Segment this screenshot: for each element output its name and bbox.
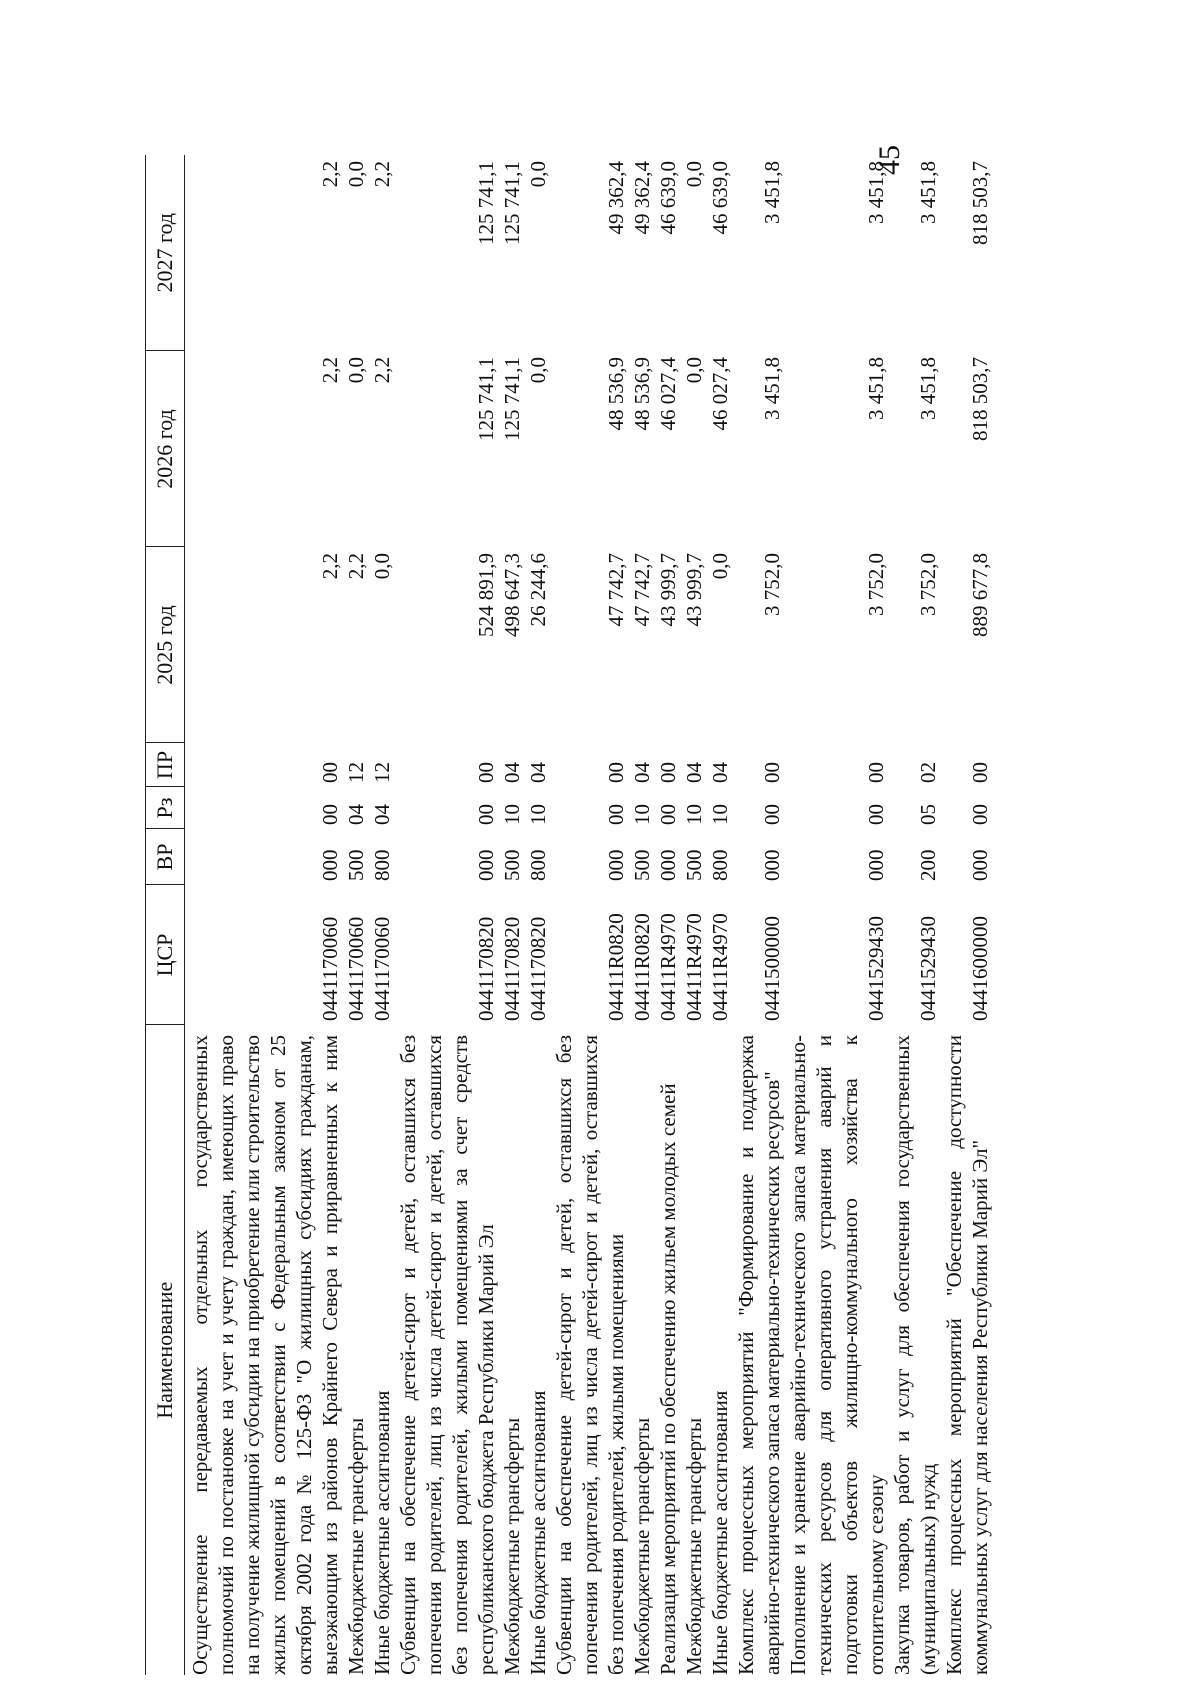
row-csr: 0441170060 [370,916,394,1021]
row-vr-cell [499,829,525,885]
column-header-2025: 2025 год [146,547,185,743]
row-value-2027-cell [733,155,785,351]
row-value-2026: 3 451,8 [760,357,784,420]
row-value-2025-cell [707,547,733,743]
table-row [551,155,629,1675]
row-csr-cell [655,885,681,1025]
row-vr-cell [941,829,993,885]
row-name-cell [785,1025,889,1675]
row-csr-cell [707,885,733,1025]
row-csr: 0441500000 [760,916,784,1021]
row-rz: 10 [526,804,550,825]
row-vr: 000 [474,849,498,881]
row-rz: 00 [318,804,342,825]
row-value-2025: 3 752,0 [916,553,940,616]
row-value-2026-cell [655,351,681,547]
row-name-cell [499,1025,525,1675]
row-vr: 500 [344,849,368,881]
column-header-rz: Рз [146,787,185,829]
row-rz: 10 [630,804,654,825]
row-value-2026-cell [707,351,733,547]
row-csr-cell [629,885,655,1025]
row-name-cell [681,1025,707,1675]
row-pr-cell [395,743,499,787]
row-pr: 00 [474,762,498,783]
table-row [733,155,785,1675]
row-value-2027-cell [551,155,629,351]
table-header-row [146,155,185,1675]
row-rz: 00 [604,804,628,825]
row-rz-cell [395,787,499,829]
row-rz: 10 [682,804,706,825]
row-rz-cell [733,787,785,829]
row-value-2025-cell [733,547,785,743]
row-vr: 500 [630,849,654,881]
row-rz: 04 [344,804,368,825]
row-name: Комплекс процессных мероприятий "Формирование и поддержка аварийно-технического запаса материально-технических ресурсов" [734,1035,784,1675]
row-value-2025: 43 999,7 [656,553,680,627]
row-value-2026: 46 027,4 [708,357,732,431]
page-number: 45 [873,145,906,175]
table-row [941,155,993,1675]
row-vr: 500 [500,849,524,881]
row-value-2025-cell [655,547,681,743]
row-value-2027-cell [395,155,499,351]
row-rz-cell [343,787,369,829]
row-name-cell [629,1025,655,1675]
row-vr-cell [733,829,785,885]
row-value-2026-cell [395,351,499,547]
row-name: Субвенции на обеспечение детей-сирот и детей, оставшихся без попечения родителей, лиц из числа детей-сирот и детей, оставшихся без попечения родителей, жилыми помещениями за счет средств республиканского бюджета Республики Марий Эл [396,1035,498,1675]
row-rz-cell [889,787,941,829]
row-value-2027: 2,2 [318,161,342,188]
row-rz-cell [525,787,551,829]
row-value-2027: 3 451,8 [916,161,940,224]
row-pr-cell [185,743,344,787]
row-value-2025: 43 999,7 [682,553,706,627]
row-rz-cell [707,787,733,829]
row-csr-cell [525,885,551,1025]
row-vr: 500 [682,849,706,881]
row-rz: 05 [916,804,940,825]
column-header-2026: 2026 год [146,351,185,547]
row-rz-cell [551,787,629,829]
row-pr-cell [681,743,707,787]
row-name-cell [941,1025,993,1675]
row-rz: 00 [760,804,784,825]
row-pr-cell [629,743,655,787]
row-value-2026: 48 536,9 [604,357,628,431]
row-csr-cell [499,885,525,1025]
column-header-pr: ПР [146,743,185,787]
row-rz-cell [941,787,993,829]
row-value-2026-cell [941,351,993,547]
row-name: Реализация мероприятий по обеспечению жильем молодых семей [656,1083,680,1675]
row-csr-cell [395,885,499,1025]
row-value-2027-cell [343,155,369,351]
row-pr-cell [551,743,629,787]
row-value-2027-cell [499,155,525,351]
row-csr: 04411R4970 [656,913,680,1021]
row-name: Комплекс процессных мероприятий "Обеспечение доступности коммунальных услуг для населения Республики Марий Эл" [942,1035,992,1675]
row-rz: 00 [474,804,498,825]
row-value-2025-cell [941,547,993,743]
row-name-cell [343,1025,369,1675]
row-value-2025: 889 677,8 [968,553,992,637]
row-rz: 00 [968,804,992,825]
row-value-2027-cell [941,155,993,351]
column-header-name: Наименование [146,1025,185,1675]
table-row [499,155,525,1675]
row-csr: 0441529430 [864,916,888,1021]
row-vr: 800 [708,849,732,881]
row-value-2026: 0,0 [682,357,706,384]
row-name: Межбюджетные трансферты [500,1417,524,1675]
row-rz: 10 [708,804,732,825]
row-value-2026-cell [629,351,655,547]
row-vr: 200 [916,849,940,881]
row-value-2027: 125 741,1 [500,161,524,245]
column-header-csr: ЦСР [146,885,185,1025]
row-pr: 04 [526,762,550,783]
row-value-2026-cell [889,351,941,547]
row-name-cell [889,1025,941,1675]
row-vr-cell [185,829,344,885]
row-value-2025: 47 742,7 [630,553,654,627]
row-name: Иные бюджетные ассигнования [708,1390,732,1675]
row-rz-cell [655,787,681,829]
table-row [785,155,889,1675]
row-csr-cell [185,885,344,1025]
row-value-2027: 125 741,1 [474,161,498,245]
row-rz: 00 [656,804,680,825]
row-value-2027: 3 451,8 [760,161,784,224]
row-pr: 12 [370,762,394,783]
row-csr: 0441170060 [344,916,368,1021]
row-vr: 000 [318,849,342,881]
row-value-2027: 46 639,0 [656,161,680,235]
row-rz-cell [785,787,889,829]
row-value-2026: 125 741,1 [500,357,524,441]
row-pr: 00 [760,762,784,783]
row-vr: 000 [864,849,888,881]
row-value-2025-cell [629,547,655,743]
row-pr: 04 [708,762,732,783]
row-value-2025: 26 244,6 [526,553,550,627]
row-value-2027-cell [655,155,681,351]
row-value-2027: 3 451,8 [864,161,888,224]
row-pr: 04 [630,762,654,783]
row-pr-cell [707,743,733,787]
row-vr: 000 [656,849,680,881]
row-value-2026-cell [499,351,525,547]
row-pr-cell [343,743,369,787]
row-value-2025: 0,0 [370,553,394,580]
row-name: Межбюджетные трансферты [344,1417,368,1675]
row-pr: 04 [500,762,524,783]
row-rz: 10 [500,804,524,825]
row-rz-cell [681,787,707,829]
row-value-2027-cell [369,155,395,351]
row-name-cell [185,1025,344,1675]
row-csr: 0441170060 [318,916,342,1021]
row-value-2025-cell [185,547,344,743]
row-csr: 04411R0820 [604,913,628,1021]
row-value-2026: 0,0 [344,357,368,384]
row-csr-cell [733,885,785,1025]
row-value-2027-cell [707,155,733,351]
row-vr-cell [369,829,395,885]
row-value-2027-cell [629,155,655,351]
table-row [889,155,941,1675]
row-value-2025-cell [499,547,525,743]
row-pr-cell [655,743,681,787]
row-value-2025: 2,2 [318,553,342,580]
row-value-2027: 46 639,0 [708,161,732,235]
row-csr: 0441170820 [500,916,524,1021]
row-value-2025: 2,2 [344,553,368,580]
row-vr-cell [889,829,941,885]
row-name-cell [395,1025,499,1675]
row-vr-cell [681,829,707,885]
row-value-2025-cell [785,547,889,743]
row-value-2025: 3 752,0 [760,553,784,616]
row-name: Закупка товаров, работ и услуг для обеспечения государственных (муниципальных) нужд [890,1035,940,1675]
row-value-2025: 3 752,0 [864,553,888,616]
row-csr-cell [681,885,707,1025]
row-pr: 00 [968,762,992,783]
row-vr: 000 [760,849,784,881]
row-value-2027: 0,0 [526,161,550,188]
table-row [185,155,344,1675]
row-value-2025-cell [395,547,499,743]
table-row [525,155,551,1675]
column-header-vr: ВР [146,829,185,885]
table-row [343,155,369,1675]
row-value-2026-cell [185,351,344,547]
table-row [655,155,681,1675]
row-pr: 00 [864,762,888,783]
column-header-2027: 2027 год [146,155,185,351]
row-value-2026: 48 536,9 [630,357,654,431]
row-value-2025-cell [525,547,551,743]
row-value-2025: 524 891,9 [474,553,498,637]
row-vr: 000 [968,849,992,881]
row-csr: 0441170820 [526,916,550,1021]
row-value-2027: 0,0 [682,161,706,188]
row-csr-cell [369,885,395,1025]
row-value-2025-cell [681,547,707,743]
row-value-2027-cell [889,155,941,351]
row-csr: 04411R0820 [630,913,654,1021]
row-name-cell [525,1025,551,1675]
row-vr-cell [785,829,889,885]
table-row [629,155,655,1675]
row-value-2027-cell [785,155,889,351]
row-pr-cell [369,743,395,787]
table-body [185,155,994,1675]
table-row [707,155,733,1675]
row-value-2027: 49 362,4 [604,161,628,235]
row-value-2026-cell [733,351,785,547]
row-name-cell [369,1025,395,1675]
row-value-2026: 2,2 [370,357,394,384]
table-row [369,155,395,1675]
row-value-2026-cell [525,351,551,547]
row-value-2025: 498 647,3 [500,553,524,637]
row-value-2025-cell [369,547,395,743]
row-value-2026: 125 741,1 [474,357,498,441]
row-pr-cell [525,743,551,787]
row-name-cell [733,1025,785,1675]
row-pr-cell [941,743,993,787]
row-value-2026-cell [343,351,369,547]
row-csr: 0441600000 [968,916,992,1021]
row-vr-cell [707,829,733,885]
row-vr-cell [655,829,681,885]
row-name: Иные бюджетные ассигнования [526,1390,550,1675]
row-name: Осуществление передаваемых отдельных государственных полномочий по постановке на учет и учету граждан, имеющих право на получение жилищной субсидии на приобретение или строительство жилых помещений в соответствии с Федеральным законом от 25 октября 2002 года № 125-ФЗ "О жилищных субсидиях гражданам, выезжающим из районов Крайнего Севера и приравненных к ним [188,1035,342,1675]
row-csr: 04411R4970 [682,913,706,1021]
row-value-2026-cell [785,351,889,547]
row-rz-cell [499,787,525,829]
row-vr-cell [525,829,551,885]
row-pr-cell [499,743,525,787]
row-name: Пополнение и хранение аварийно-технического запаса материально-технических ресурсов для оперативного устранения аварий и подготовки объектов жилищно-коммунального хозяйства к отопительному сезону [786,1035,888,1675]
row-pr: 00 [604,762,628,783]
row-csr: 0441170820 [474,916,498,1021]
row-csr-cell [551,885,629,1025]
row-csr-cell [889,885,941,1025]
row-csr-cell [343,885,369,1025]
row-value-2026-cell [681,351,707,547]
row-pr: 12 [344,762,368,783]
row-value-2026: 3 451,8 [864,357,888,420]
row-value-2026: 3 451,8 [916,357,940,420]
row-csr-cell [941,885,993,1025]
row-name: Межбюджетные трансферты [630,1417,654,1675]
row-value-2026: 0,0 [526,357,550,384]
row-rz-cell [369,787,395,829]
row-value-2027-cell [681,155,707,351]
row-value-2026-cell [551,351,629,547]
row-pr: 02 [916,762,940,783]
row-value-2025-cell [889,547,941,743]
row-value-2025-cell [343,547,369,743]
table-row [681,155,707,1675]
row-vr-cell [395,829,499,885]
row-pr: 00 [318,762,342,783]
row-value-2025: 47 742,7 [604,553,628,627]
row-value-2025: 0,0 [708,553,732,580]
row-vr-cell [551,829,629,885]
row-name-cell [707,1025,733,1675]
row-name: Межбюджетные трансферты [682,1417,706,1675]
row-vr: 800 [526,849,550,881]
row-rz: 04 [370,804,394,825]
row-value-2027: 2,2 [370,161,394,188]
row-vr-cell [629,829,655,885]
table-row [395,155,499,1675]
row-value-2026: 46 027,4 [656,357,680,431]
row-value-2025-cell [551,547,629,743]
row-name: Иные бюджетные ассигнования [370,1390,394,1675]
row-value-2026: 818 503,7 [968,357,992,441]
budget-table-sheet [145,155,992,1675]
row-value-2027: 0,0 [344,161,368,188]
row-value-2027-cell [525,155,551,351]
row-name: Субвенции на обеспечение детей-сирот и детей, оставшихся без попечения родителей, лиц из числа детей-сирот и детей, оставшихся без попечения родителей, жилыми помещениями [552,1035,628,1675]
row-rz-cell [629,787,655,829]
row-name-cell [551,1025,629,1675]
row-rz-cell [185,787,344,829]
row-value-2026: 2,2 [318,357,342,384]
row-rz: 00 [864,804,888,825]
row-vr-cell [343,829,369,885]
row-csr-cell [785,885,889,1025]
row-pr: 00 [656,762,680,783]
budget-table [145,155,993,1675]
row-vr: 800 [370,849,394,881]
row-value-2027-cell [185,155,344,351]
row-value-2027: 818 503,7 [968,161,992,245]
row-name-cell [655,1025,681,1675]
row-pr: 04 [682,762,706,783]
row-pr-cell [889,743,941,787]
row-value-2026-cell [369,351,395,547]
row-csr: 04411R4970 [708,913,732,1021]
row-value-2027: 49 362,4 [630,161,654,235]
row-pr-cell [785,743,889,787]
row-pr-cell [733,743,785,787]
row-csr: 0441529430 [916,916,940,1021]
row-vr: 000 [604,849,628,881]
